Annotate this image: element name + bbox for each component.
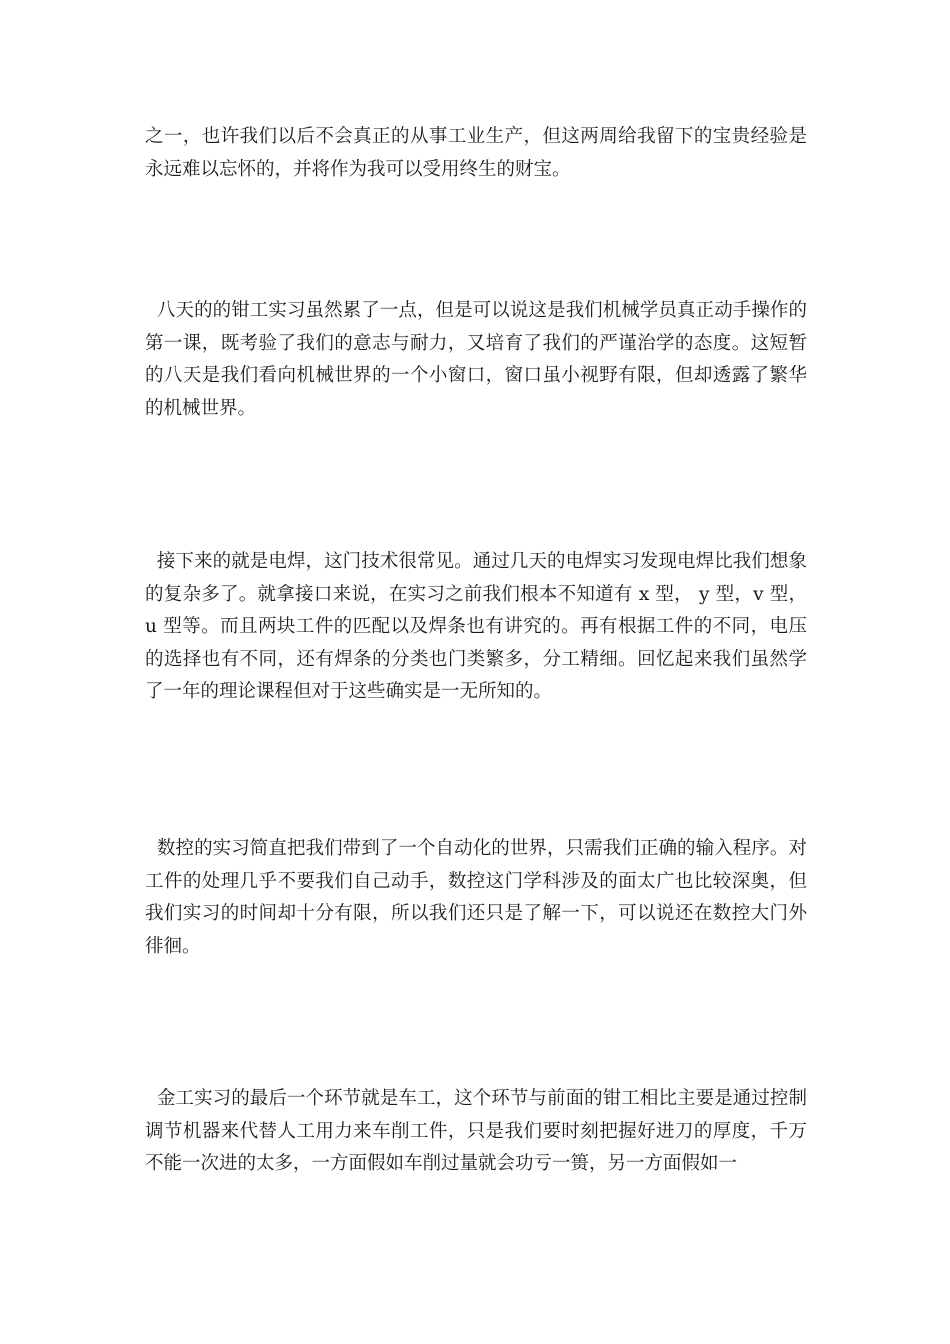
paragraph-lathe-training: 金工实习的最后一个环节就是车工，这个环节与前面的钳工相比主要是通过控制调节机器来代替人工用力来车削工件，只是我们要时刻把握好进刀的厚度，千万不能一次进的太多，一方面假如车削过量就会功亏一篑，另一方面假如一 bbox=[145, 1088, 807, 1174]
paragraph-cnc-training: 数控的实习简直把我们带到了一个自动化的世界，只需我们正确的输入程序。对工件的处理几乎不要我们自己动手，数控这门学科涉及的面太广也比较深奥，但我们实习的时间却十分有限，所以我们还只是了解一下，可以说还在数控大门外徘徊。 bbox=[145, 838, 807, 957]
paragraph-fitter-training: 八天的的钳工实习虽然累了一点，但是可以说这是我们机械学员真正动手操作的第一课，既考验了我们的意志与耐力，又培育了我们的严谨治学的态度。这短暂的八天是我们看向机械世界的一个小窗口，窗口虽小视野有限，但却透露了繁华的机械世界。 bbox=[145, 300, 807, 419]
paragraph-intro-conclusion: 之一，也许我们以后不会真正的从事工业生产，但这两周给我留下的宝贵经验是永远难以忘怀的，并将作为我可以受用终生的财宝。 bbox=[145, 126, 807, 180]
paragraph-welding-training: 接下来的就是电焊，这门技术很常见。通过几天的电焊实习发现电焊比我们想象的复杂多了。就拿接口来说，在实习之前我们根本不知道有 x 型， y 型，v 型， u 型等。而且两块工件的匹配以及焊条也有讲究的。再有根据工件的不同，电压的选择也有不同，还有焊条的分类也门类繁多，分工精细。回忆起来我们虽然学了一年的理论课程但对于这些确实是一无所知的。 bbox=[145, 551, 813, 702]
